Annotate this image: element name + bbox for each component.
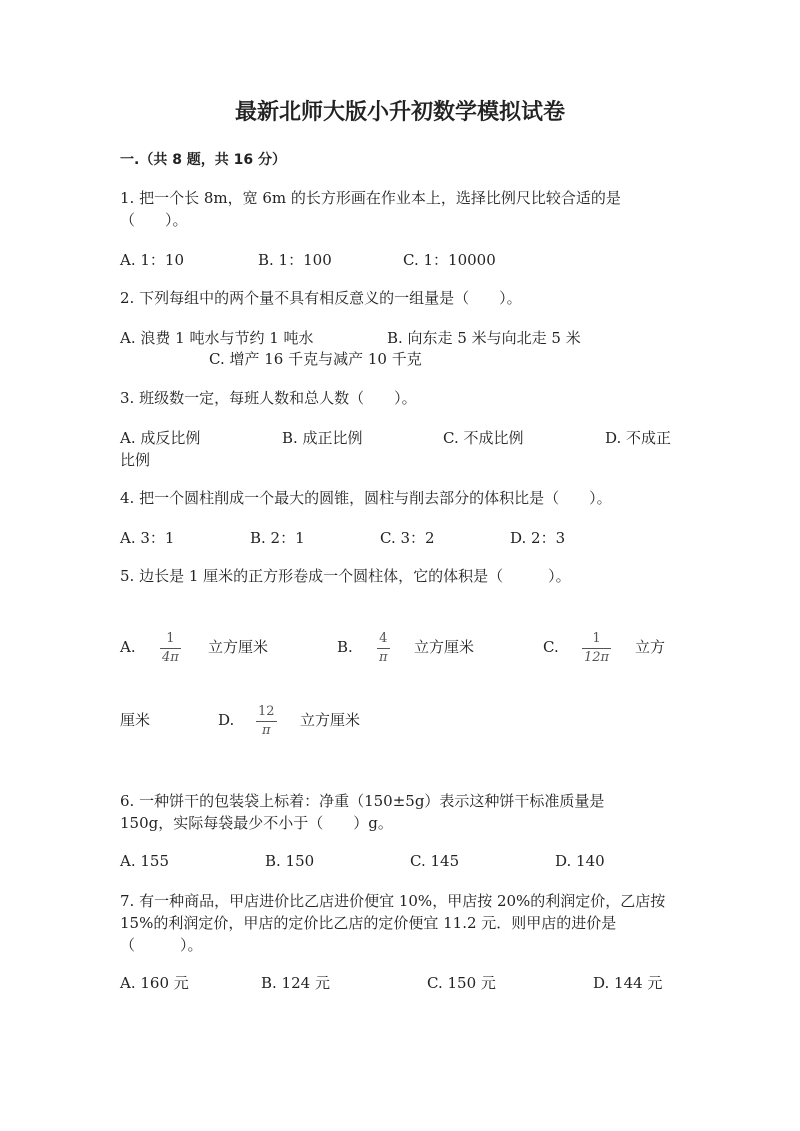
q1-option-c: C. 1：10000 [403,251,496,269]
fraction-numerator: 12 [258,704,275,719]
fraction-bar [256,721,277,722]
q6-option-c: C. 145 [410,852,460,870]
q2-text-line1: 2. 下列每组中的两个量不具有相反意义的一组量是（ ）。 [120,289,522,307]
fraction-bar [160,648,181,649]
q5-option-c-unit-line1: 立方 [635,638,666,656]
q5-option-d-unit: 立方厘米 [300,711,361,729]
fraction-numerator: 1 [592,631,601,646]
q6-option-d: D. 140 [555,852,605,870]
fraction-numerator: 4 [379,631,388,646]
fraction-denominator: π [379,650,388,665]
q5-option-d-fraction [256,704,277,739]
fraction-bar [582,648,611,649]
q5-option-b-label: B. [337,638,353,656]
q4-text-line1: 4. 把一个圆柱削成一个最大的圆锥，圆柱与削去部分的体积比是（ ）。 [120,489,612,507]
q2-option-a: A. 浪费 1 吨水与节约 1 吨水 [120,329,314,347]
q4-option-d: D. 2：3 [510,529,566,547]
q6-option-a: A. 155 [120,852,169,870]
q1-text-line1: 1. 把一个长 8m，宽 6m 的长方形画在作业本上，选择比例尺比较合适的是 [120,189,621,207]
q4-option-b: B. 2：1 [250,529,305,547]
q7-text-line1: 7. 有一种商品，甲店进价比乙店进价便宜 10%，甲店按 20%的利润定价，乙店按 [120,892,666,910]
q7-text-line2: 15%的利润定价，甲店的定价比乙店的定价便宜 11.2 元．则甲店的进价是 [120,914,617,932]
q7-option-b: B. 124 元 [261,974,330,992]
q6-text-line2: 150g，实际每袋最少不小于（ ）g。 [120,814,393,832]
fraction-denominator: π [262,723,271,738]
q5-text-line1: 5. 边长是 1 厘米的正方形卷成一个圆柱体，它的体积是（ ）。 [120,567,571,585]
q5-option-c-unit-line2: 厘米 [120,711,151,729]
fraction-numerator: 1 [166,631,175,646]
q2-option-b: B. 向东走 5 米与向北走 5 米 [387,329,581,347]
q4-option-a: A. 3：1 [120,529,175,547]
q4-option-c: C. 3：2 [380,529,435,547]
q5-option-a-unit: 立方厘米 [208,638,269,656]
q5-option-a-label: A. [120,638,136,656]
fraction-denominator: 4π [162,650,179,665]
fraction-bar [377,648,390,649]
q3-text-line1: 3. 班级数一定，每班人数和总人数（ ）。 [120,389,417,407]
q5-option-a-fraction [160,631,181,666]
fraction-denominator: 12π [584,650,610,665]
q7-option-a: A. 160 元 [120,974,189,992]
q5-option-c-fraction [582,631,611,666]
q1-option-a: A. 1：10 [120,251,184,269]
q5-option-b-unit: 立方厘米 [414,638,475,656]
q5-option-c-label: C. [543,638,559,656]
q1-text-line2: （ ）。 [120,211,188,229]
q3-option-c: C. 不成比例 [443,429,524,447]
q7-option-d: D. 144 元 [593,974,663,992]
q3-option-a: A. 成反比例 [120,429,201,447]
q3-option-b: B. 成正比例 [282,429,363,447]
q3-option-d-line1: D. 不成正 [605,429,672,447]
page-title: 最新北师大版小升初数学模拟试卷 [234,100,565,125]
section-heading: 一.（共 8 题，共 16 分） [120,152,287,168]
q7-text-line3: （ ）。 [120,936,203,954]
q5-option-b-fraction [377,631,390,666]
q6-text-line1: 6. 一种饼干的包装袋上标着：净重（150±5g）表示这种饼干标准质量是 [120,792,605,810]
q3-option-d-line2: 比例 [120,451,151,469]
q1-option-b: B. 1：100 [258,251,332,269]
q5-option-d-label: D. [218,711,235,729]
q6-option-b: B. 150 [265,852,315,870]
q2-option-c: C. 增产 16 千克与减产 10 千克 [209,350,422,368]
q7-option-c: C. 150 元 [427,974,496,992]
